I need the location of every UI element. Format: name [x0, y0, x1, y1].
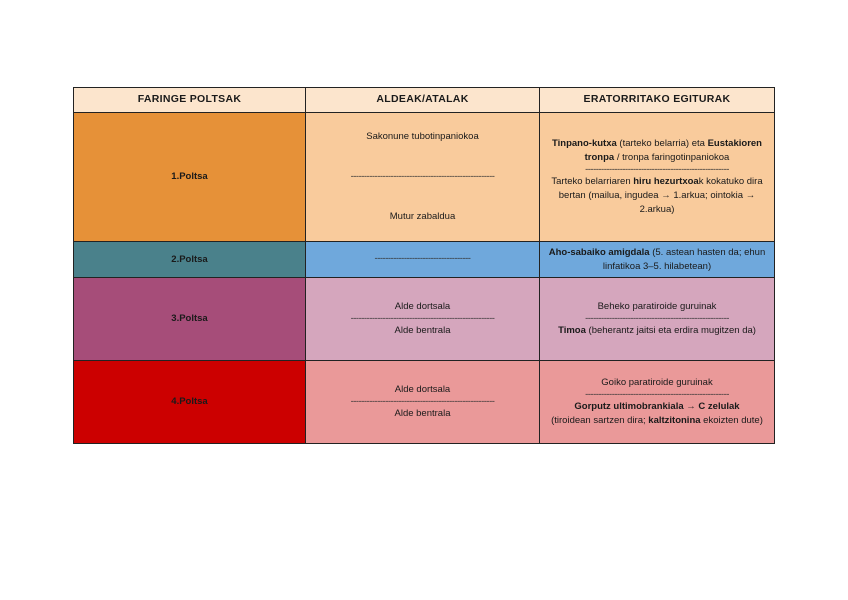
separator-line: ------------------------------------------------------ — [585, 164, 729, 175]
derived-structures-cell — [540, 278, 775, 361]
pouch-parts-cell — [306, 278, 540, 361]
derived-text: (tiroidean sartzen dira; — [551, 415, 649, 427]
derived-bold: hiru hezurtxoa — [633, 176, 699, 188]
part-text: Alde dortsala — [394, 384, 451, 396]
derived-text-3 — [548, 414, 766, 428]
part-text: Mutur zabaldua — [389, 211, 456, 223]
pouch-name-cell — [74, 278, 306, 361]
derived-text: (tarteko belarria) eta — [616, 138, 708, 150]
pouch-name: 2.Poltsa — [171, 253, 208, 265]
pouch-name-cell — [74, 242, 306, 278]
pouch-parts-cell — [306, 242, 540, 278]
header-pouches: FARINGE POLTSAK — [74, 88, 306, 113]
separator-line: ------------------------------------------------------ — [350, 396, 495, 407]
derived-bold: Tinpano-kutxa — [552, 138, 617, 150]
derived-bold: Timoa — [558, 325, 586, 337]
table-row-pouch-1 — [74, 113, 775, 242]
separator-line: ------------------------------------------------------ — [585, 389, 729, 400]
derived-bold: Eustakioren tronpa — [584, 138, 762, 164]
part-text: Alde bentrala — [394, 408, 451, 420]
derived-text-2 — [548, 175, 766, 216]
derived-text: ekoizten dute) — [700, 415, 763, 427]
part-text: Alde dortsala — [394, 301, 451, 313]
derived-text: Tarteko belarriaren — [551, 176, 634, 188]
derived-text: (5. astean hasten da; ehun linfatikoa 3–5. hilabetean) — [602, 246, 766, 272]
derived-text-1: Beheko paratiroide guruinak — [597, 301, 717, 313]
derived-text-1 — [548, 246, 766, 274]
pouch-parts-cell — [306, 361, 540, 444]
derived-bold: Aho-sabaiko amigdala — [548, 246, 650, 258]
derived-text: (beherantz jaitsi eta erdira mugitzen da) — [585, 325, 756, 337]
pharyngeal-pouches-table — [73, 87, 775, 444]
pouch-name-cell — [74, 361, 306, 444]
derived-bold: Gorputz ultimobrankiala → C zelulak — [574, 401, 740, 413]
separator-line: ------------------------------------------------------ — [585, 313, 729, 324]
derived-text-2 — [548, 400, 766, 414]
derived-structures-cell — [540, 361, 775, 444]
derived-text: / tronpa faringotinpaniokoa — [614, 152, 730, 164]
derived-text: k kokatuko dira bertan (mailua, ingudea → 1.arkua; ointokia → 2.arkua) — [558, 176, 763, 215]
table-row-pouch-3 — [74, 278, 775, 361]
pouch-parts-cell — [306, 113, 540, 242]
pouch-name: 4.Poltsa — [171, 396, 208, 408]
derived-text-1 — [548, 137, 766, 165]
pouch-name: 3.Poltsa — [171, 313, 208, 325]
separator-line: ------------------------------------------------------ — [350, 313, 495, 324]
part-text: Sakonune tubotinpaniokoa — [366, 131, 479, 143]
part-text: Alde bentrala — [394, 325, 451, 337]
table-row-pouch-2 — [74, 242, 775, 278]
header-row — [74, 88, 775, 113]
derived-structures-cell — [540, 242, 775, 278]
pouch-name-cell — [74, 113, 306, 242]
derived-structures-cell — [540, 113, 775, 242]
header-parts: ALDEAK/ATALAK — [306, 88, 540, 113]
separator-line: ------------------------------------------------------ — [350, 171, 495, 182]
derived-bold: kaltzitonina — [648, 415, 701, 427]
derived-text-2 — [548, 324, 766, 338]
pouch-name: 1.Poltsa — [171, 171, 208, 183]
table-row-pouch-4 — [74, 361, 775, 444]
derived-text-1: Goiko paratiroide guruinak — [601, 377, 713, 389]
header-derived-structures: ERATORRITAKO EGITURAK — [540, 88, 775, 113]
separator-line: ------------------------------------ — [374, 254, 471, 265]
